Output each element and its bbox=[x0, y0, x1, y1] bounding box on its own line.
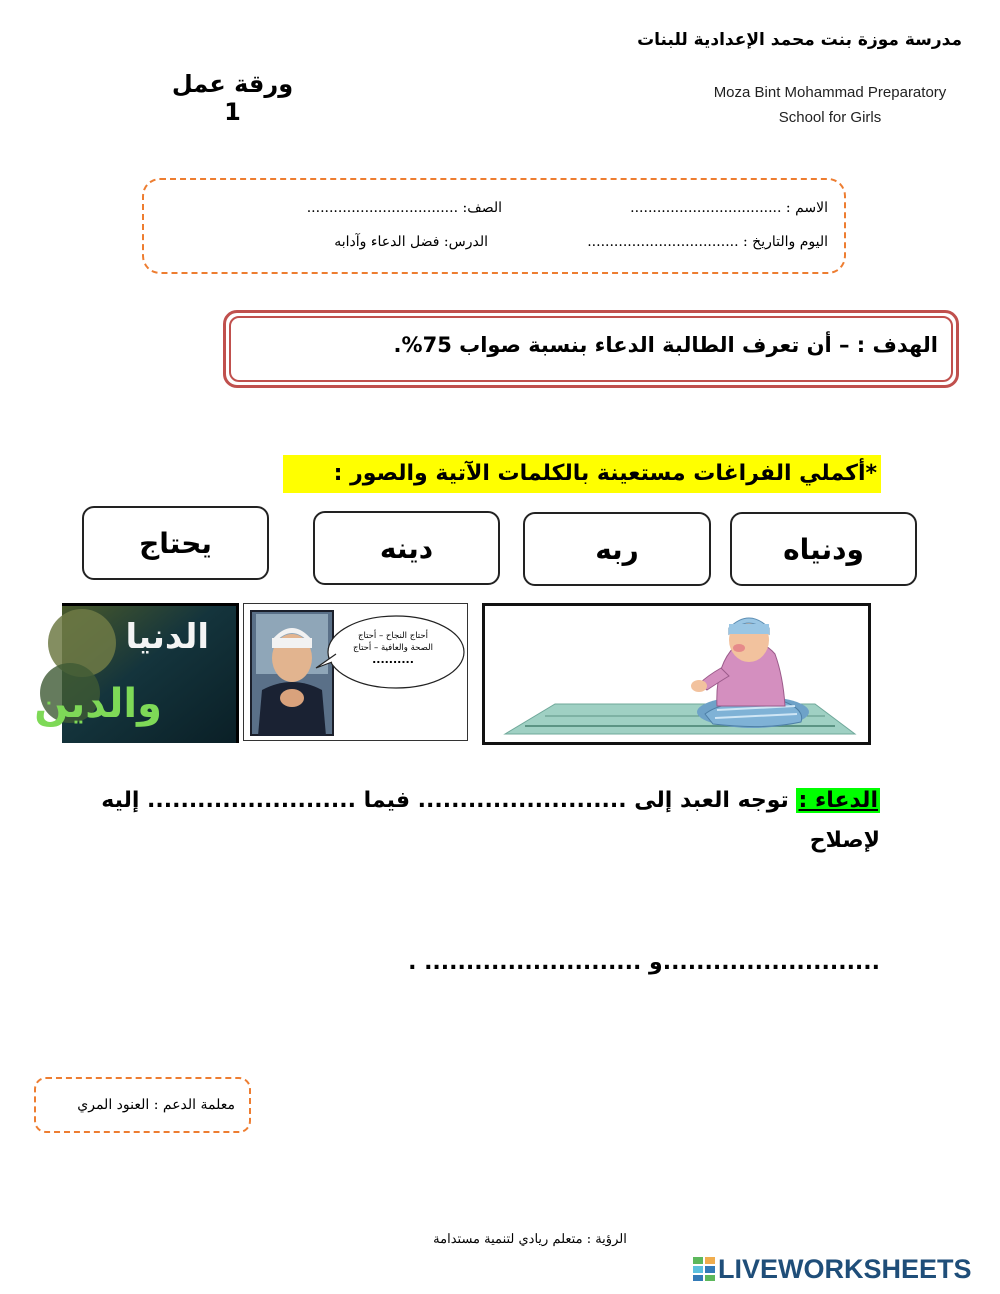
date-label: اليوم والتاريخ : bbox=[743, 234, 828, 250]
speech-line-1: أحتاج النجاح – أحتاج bbox=[358, 631, 428, 641]
lesson-value: فضل الدعاء وآدابه bbox=[334, 234, 440, 250]
school-name-arabic: مدرسة موزة بنت محمد الإعدادية للبنات bbox=[637, 30, 962, 50]
name-row bbox=[630, 200, 828, 216]
teacher-name: معلمة الدعم : العنود المري bbox=[77, 1097, 235, 1113]
dunya-deen-banner-image bbox=[34, 603, 239, 743]
praying-boy-speech-image bbox=[243, 603, 468, 741]
word-card-3[interactable]: دينه bbox=[313, 511, 500, 585]
speech-line-3: .......... bbox=[372, 653, 414, 666]
worksheet-title: ورقة عمل 1 bbox=[171, 70, 294, 126]
word-card-2[interactable]: ربه bbox=[523, 512, 711, 586]
name-label: الاسم : bbox=[785, 200, 828, 216]
class-row bbox=[307, 200, 502, 216]
speech-line-2: الصحة والعافية – أحتاج bbox=[353, 643, 433, 653]
vision-statement: الرؤية : متعلم ريادي لتنمية مستدامة bbox=[433, 1232, 627, 1247]
dua-sentence-text[interactable]: توجه العبد إلى ......................... فيما ......................... إليه bbox=[101, 788, 797, 813]
school-name-english-line2: School for Girls bbox=[778, 109, 882, 126]
word-card-4[interactable]: يحتاج bbox=[82, 506, 269, 580]
date-row bbox=[587, 234, 828, 250]
class-field[interactable]: .................................. bbox=[306, 200, 459, 216]
liveworksheets-logo-icon bbox=[693, 1257, 715, 1281]
instruction-text: *أكملي الفراغات مستعينة بالكلمات الآتية والصور : bbox=[283, 455, 881, 493]
boy-praying-on-mat-image bbox=[482, 603, 871, 745]
speech-bubble-text bbox=[326, 630, 460, 666]
lesson-row bbox=[334, 234, 488, 250]
goal-text: الهدف : – أن تعرف الطالبة الدعاء بنسبة صواب 75%. bbox=[393, 333, 938, 357]
teacher-box bbox=[34, 1077, 251, 1133]
dua-label: الدعاء : bbox=[798, 788, 878, 813]
class-label: الصف: bbox=[462, 200, 502, 216]
school-name-english bbox=[690, 80, 970, 130]
liveworksheets-logo[interactable] bbox=[693, 1254, 972, 1284]
goal-box bbox=[223, 310, 959, 388]
word-card-1[interactable]: ودنياه bbox=[730, 512, 917, 586]
name-field[interactable]: .................................. bbox=[630, 200, 782, 216]
banner-word-deen: والدين bbox=[34, 681, 162, 727]
dua-sentence-line-3[interactable]: ..........................و .......................... . bbox=[408, 950, 880, 975]
school-name-english-line1: Moza Bint Mohammad Preparatory bbox=[713, 84, 947, 101]
student-info-box bbox=[142, 178, 846, 274]
date-field[interactable]: .................................. bbox=[587, 234, 739, 250]
dua-sentence-line-2: لإصلاح bbox=[809, 828, 880, 853]
lesson-label: الدرس: bbox=[443, 234, 488, 250]
liveworksheets-logo-text: LIVEWORKSHEETS bbox=[718, 1253, 972, 1284]
boy-praying-illustration bbox=[485, 606, 868, 742]
dua-sentence-line-1 bbox=[101, 788, 880, 813]
banner-word-dunya: الدنيا bbox=[125, 617, 209, 657]
